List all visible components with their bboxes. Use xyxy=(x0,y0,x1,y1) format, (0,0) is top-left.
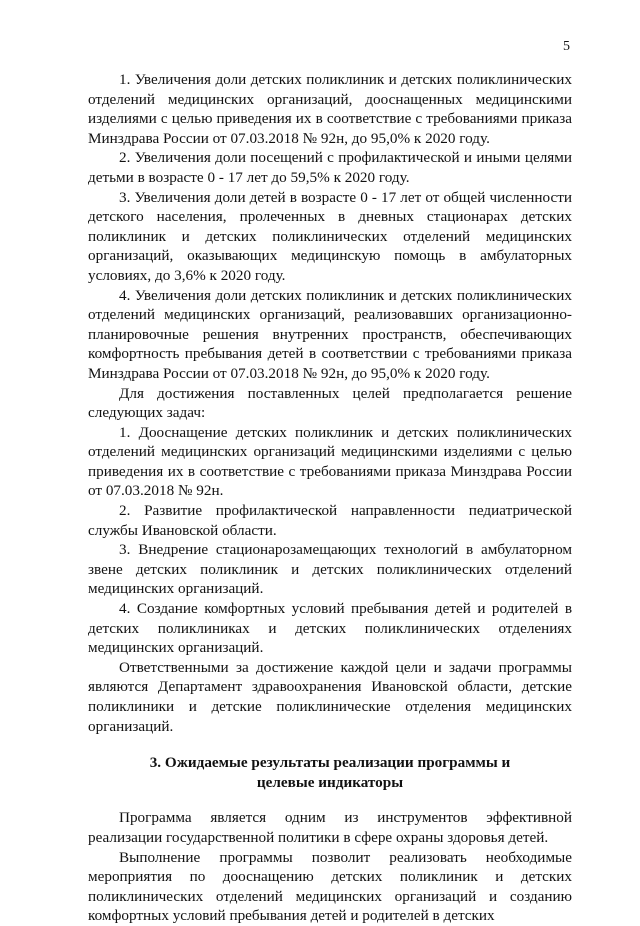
tasks-intro-paragraph: Для достижения поставленных целей предполагается решение следующих задач: xyxy=(88,384,572,422)
document-body xyxy=(88,70,572,926)
section-heading-line: целевые индикаторы xyxy=(256,773,404,791)
goal-paragraph: 2. Увеличения доли посещений с профилактической и иными целями детьми в возрасте 0 - 17 лет до 59,5% к 2020 году. xyxy=(88,149,572,186)
task-paragraph: 3. Внедрение стационарозамещающих технологий в амбулаторном звене детских поликлиник и детских поликлинических отделений медицинских организаций. xyxy=(88,541,572,598)
section-heading xyxy=(88,753,572,792)
task-paragraph: 4. Создание комфортных условий пребывания детей и родителей в детских поликлиниках и детских поликлинических отделениях медицинских организаций. xyxy=(88,600,572,657)
results-paragraph: Выполнение программы позволит реализовать необходимые мероприятия по дооснащению детских поликлиник и детских поликлинических отделений медицинских организаций и созданию комфортных условий пребывания детей и родителей в детских xyxy=(88,848,572,925)
results-paragraph: Программа является одним из инструментов эффективной реализации государственной политики в сфере охраны здоровья детей. xyxy=(88,809,572,846)
task-paragraph: 2. Развитие профилактической направленности педиатрической службы Ивановской области. xyxy=(88,502,572,539)
section-heading-line: 3. Ожидаемые результаты реализации программы и xyxy=(149,754,511,772)
task-paragraph: 1. Дооснащение детских поликлиник и детских поликлинических отделений медицинских организаций медицинскими изделиями с целью приведения их в соответствие с требованиями приказа Минздрава России от 07.03.2018 № 92н. xyxy=(88,423,572,500)
goal-paragraph: 4. Увеличения доли детских поликлиник и детских поликлинических отделений медицинских организаций, реализовавших организационно-планировочные решения внутренних пространств, обеспечивающих комфортность пребывания детей в соответствии с требованиями приказа Минздрава России от 07.03.2018 № 92н, до 95,0% к 2020 году. xyxy=(88,286,572,382)
responsibility-paragraph: Ответственными за достижение каждой цели и задачи программы являются Департамент здравоохранения Ивановской области, детские поликлиники и детские поликлинические отделения медицинских организаций. xyxy=(88,658,572,735)
goal-paragraph: 1. Увеличения доли детских поликлиник и детских поликлинических отделений медицинских организаций, дооснащенных медицинскими изделиями с целью приведения их в соответствие с требованиями приказа Минздрава России от 07.03.2018 № 92н, до 95,0% к 2020 году. xyxy=(88,71,572,147)
goal-paragraph: 3. Увеличения доли детей в возрасте 0 - 17 лет от общей численности детского населения, пролеченных в дневных стационарах детских поликлиник и детских поликлинических отделений медицинских организаций, оказывающих медицинскую помощь в амбулаторных условиях, до 3,6% к 2020 году. xyxy=(88,188,572,284)
page-number: 5 xyxy=(563,39,570,54)
